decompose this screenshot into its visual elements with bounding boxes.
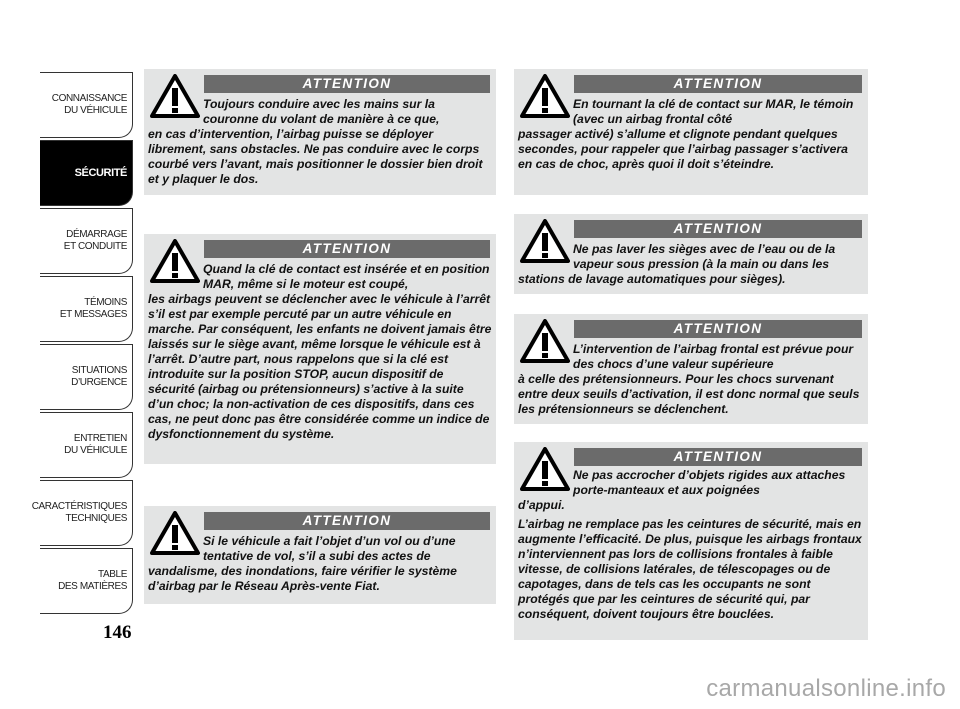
warning-body-2: L’airbag ne remplace pas les ceintures de sécurité, mais en augmente l’efficacité. De plus, puisque les airbags frontaux n’interviennent pas lors de collisions frontales à faible vitesse, de collisions latérales, de télescopages ou de capotages, dans de tels cas les occupants ne sont protégés que par les ceintures de sécurité qui, par conséquent, doivent toujours être bouclées. [518, 517, 862, 621]
warning-text [518, 242, 864, 287]
tab-connaissance[interactable] [40, 72, 133, 138]
tab-label: TÉMOINS [84, 297, 127, 308]
tab-situations[interactable] [40, 344, 133, 410]
warning-lead: Quand la clé de contact est insérée et en position MAR, même si le moteur est coupé, [203, 262, 490, 291]
warning-body: les airbags peuvent se déclencher avec le véhicule à l’arrêt s’il est par exemple percuté par un autre véhicule en marche. Par conséquent, les enfants ne doivent jamais être laissés sur le siège avant, même lorsque le véhicule est à l’arrêt. D’autre part, nous rappelons que si la clé est introduite sur la position STOP, aucun dispositif de sécurité (airbag ou prétensionneurs) s’active à la suite d’un choc; la non-activation de ces dispositifs, dans ces cas, ne peut donc pas être considérée comme un indice de dysfonctionnement du système. [148, 292, 492, 441]
warning-text [518, 97, 864, 172]
warning-box [514, 442, 868, 640]
warning-lead: Toujours conduire avec les mains sur la couronne du volant de manière à ce que, [203, 97, 440, 126]
tab-label: D’URGENCE [71, 377, 127, 388]
tab-label: ET MESSAGES [59, 309, 127, 320]
warning-box [514, 314, 868, 424]
tab-label: DU VÉHICULE [64, 445, 127, 456]
tab-securite[interactable] [40, 140, 133, 206]
tab-label: DU VÉHICULE [64, 105, 127, 116]
warning-heading: ATTENTION [574, 220, 862, 238]
warning-lead: Ne pas laver les sièges avec de l’eau ou de la vapeur sous pression (à la main ou dans les [573, 242, 836, 271]
warning-box [144, 506, 496, 604]
warning-lead: L’intervention de l’airbag frontal est prévue pour des chocs d’une valeur supérieure [573, 342, 854, 371]
tab-label: SITUATIONS [71, 365, 127, 376]
warning-text [518, 342, 864, 417]
warning-box [144, 234, 496, 464]
warning-body: à celle des prétensionneurs. Pour les chocs survenant entre deux seuils d’activation, il est donc normal que seuls les prétensionneurs se déclenchent. [518, 372, 860, 416]
warning-lead: Ne pas accrocher d’objets rigides aux attaches porte-manteaux et aux poignées [573, 468, 846, 497]
warning-text [148, 534, 492, 594]
warning-heading: ATTENTION [204, 512, 490, 530]
warning-heading: ATTENTION [574, 448, 862, 466]
warning-body: passager activé) s’allume et clignote pendant quelques secondes, pour rappeler que l’airbag passager s’activera en cas de choc, après quoi il doit s’éteindre. [518, 127, 848, 171]
warning-text [518, 468, 864, 622]
tab-caracteristiques[interactable] [31, 480, 133, 546]
warning-box [514, 69, 868, 195]
warning-box [514, 214, 868, 294]
tab-label: SÉCURITÉ [74, 167, 127, 179]
tab-label: CARACTÉRISTIQUES [31, 501, 127, 512]
warning-box [144, 69, 496, 195]
warning-body: stations de lavage automatiques pour sièges). [518, 272, 786, 286]
warning-text [148, 262, 492, 442]
page-number: 146 [103, 622, 132, 643]
tab-label: ET CONDUITE [63, 241, 127, 252]
warning-body: vandalisme, des inondations, faire vérifier le système d’airbag par le Réseau Après-vente Fiat. [148, 564, 457, 593]
tab-label: CONNAISSANCE [51, 93, 127, 104]
tab-demarrage[interactable] [40, 208, 133, 274]
tab-label: TECHNIQUES [65, 513, 127, 524]
warning-body: d’appui. [518, 498, 565, 512]
watermark: carmanualsonline.info [706, 675, 946, 702]
tab-temoins[interactable] [40, 276, 133, 342]
warning-body: en cas d’intervention, l’airbag puisse se déployer librement, sans obstacles. Ne pas conduire avec le corps courbé vers l’avant, mais positionner le dossier bien droit et y plaquer le dos. [148, 127, 483, 186]
tab-label: ENTRETIEN [73, 433, 127, 444]
tab-label: TABLE [98, 569, 127, 580]
tab-entretien[interactable] [40, 412, 133, 478]
warning-lead: En tournant la clé de contact sur MAR, le témoin (avec un airbag frontal côté [573, 97, 854, 126]
tab-label: DÉMARRAGE [66, 229, 127, 240]
warning-heading: ATTENTION [574, 320, 862, 338]
warning-heading: ATTENTION [574, 75, 862, 93]
tab-label: DES MATIÈRES [58, 581, 127, 592]
warning-lead: Si le véhicule a fait l’objet d’un vol ou d’une tentative de vol, s’il a subi des actes de [203, 534, 456, 563]
warning-text [148, 97, 492, 187]
warning-heading: ATTENTION [204, 240, 490, 258]
tab-table-matieres[interactable] [40, 548, 133, 614]
warning-heading: ATTENTION [204, 75, 490, 93]
